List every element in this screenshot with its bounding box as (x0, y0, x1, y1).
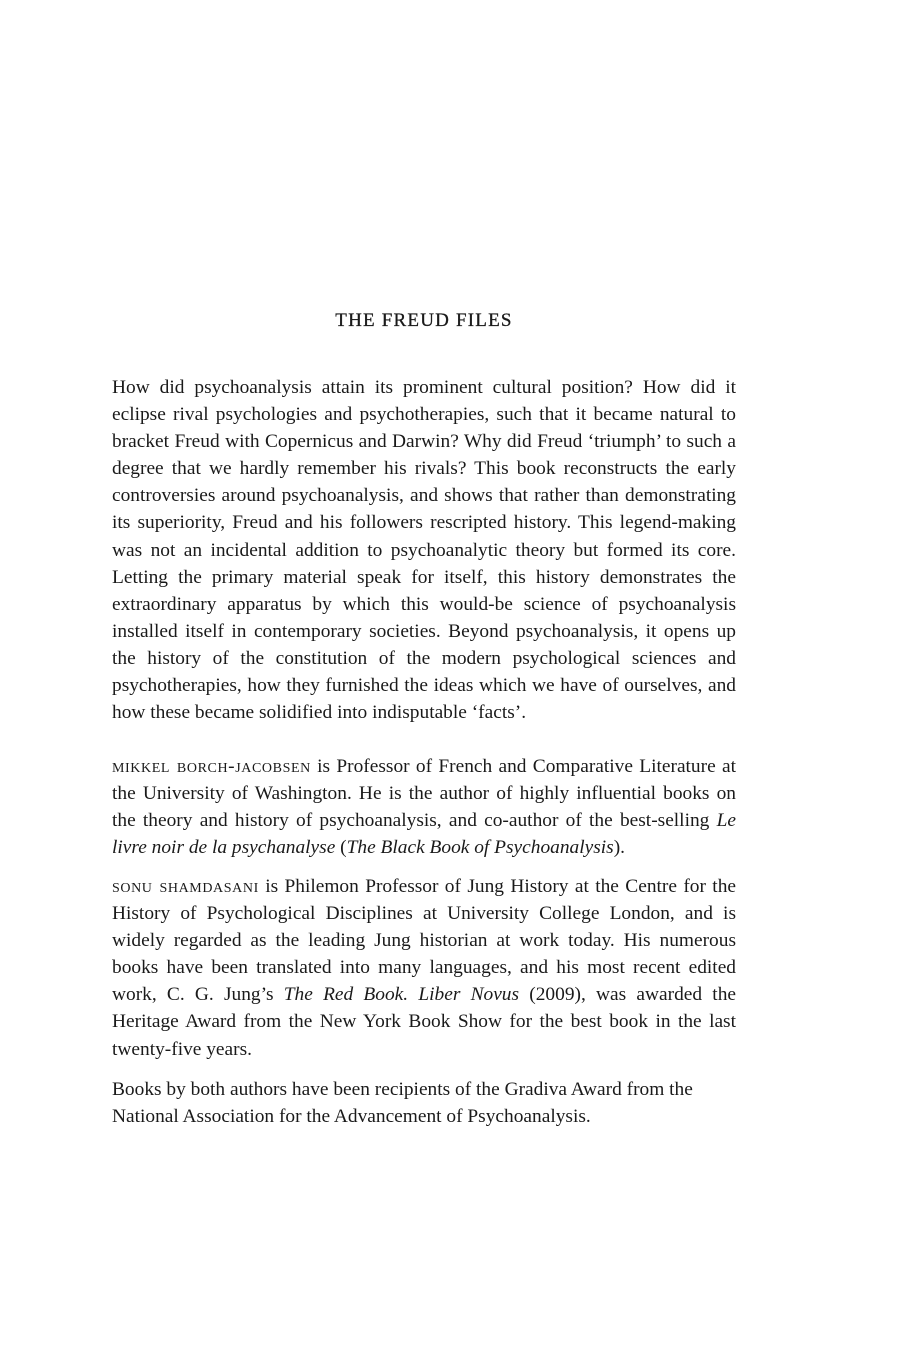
author-name: sonu shamdasani (112, 876, 259, 897)
author-bio-borch-jacobsen (112, 753, 736, 861)
bio-text: (2009), was awarded the Heritage Award from the New York Book Show for the best book in the last twenty-five years. (112, 984, 736, 1060)
bio-text: ). (613, 837, 626, 859)
blurb-paragraph: How did psychoanalysis attain its prominent cultural position? How did it eclipse rival psychologies and psychotherapies, such that it became natural to bracket Freud with Copernicus and Darwin? Why did Freud ‘triumph’ to such a degree that we hardly remember his rivals? This book reconstructs the early controversies around psychoanalysis, and shows that rather than demonstrating its superiority, Freud and his followers rescripted history. This legend-making was not an incidental addition to psychoanalytic theory but formed its core. Letting the primary material speak for itself, this history demonstrates the extraordinary apparatus by which this would-be science of psychoanalysis installed itself in contemporary societies. Beyond psychoanalysis, it opens up the history of the constitution of the modern psychological sciences and psychotherapies, how they furnished the ideas which we have of ourselves, and how these became solidified into indisputable ‘facts’. (112, 377, 736, 724)
author-name: mikkel borch-jacobsen (112, 756, 311, 777)
bio-text: is Philemon Professor of Jung History at the Centre for the History of Psychological Disciplines at University College London, and is widely regarded as the leading Jung historian at work today. His numerous books have been translated into many languages, and his most recent edited work, C. G. Jung’s (112, 876, 736, 1006)
book-title-french: Le livre noir de la psychanalyse (112, 810, 736, 859)
book-blurb (112, 374, 736, 726)
awards-paragraph: Books by both authors have been recipients of the Gradiva Award from the National Association for the Advancement of Psychoanalysis. (112, 1079, 693, 1128)
book-title-red-book: The Red Book. Liber Novus (283, 984, 520, 1006)
bio-paragraph (112, 873, 736, 1063)
book-title: THE FREUD FILES (335, 310, 513, 331)
bio-paragraph (112, 753, 736, 861)
author-bio-shamdasani (112, 873, 736, 1063)
awards-note (112, 1076, 736, 1130)
bio-text: ( (335, 837, 347, 859)
bio-text: is Professor of French and Comparative Literature at the University of Washington. He is the author of highly influential books on the theory and history of psychoanalysis, and co-author of the best-selling (112, 756, 736, 832)
book-title-english: The Black Book of Psychoanalysis (346, 837, 614, 859)
